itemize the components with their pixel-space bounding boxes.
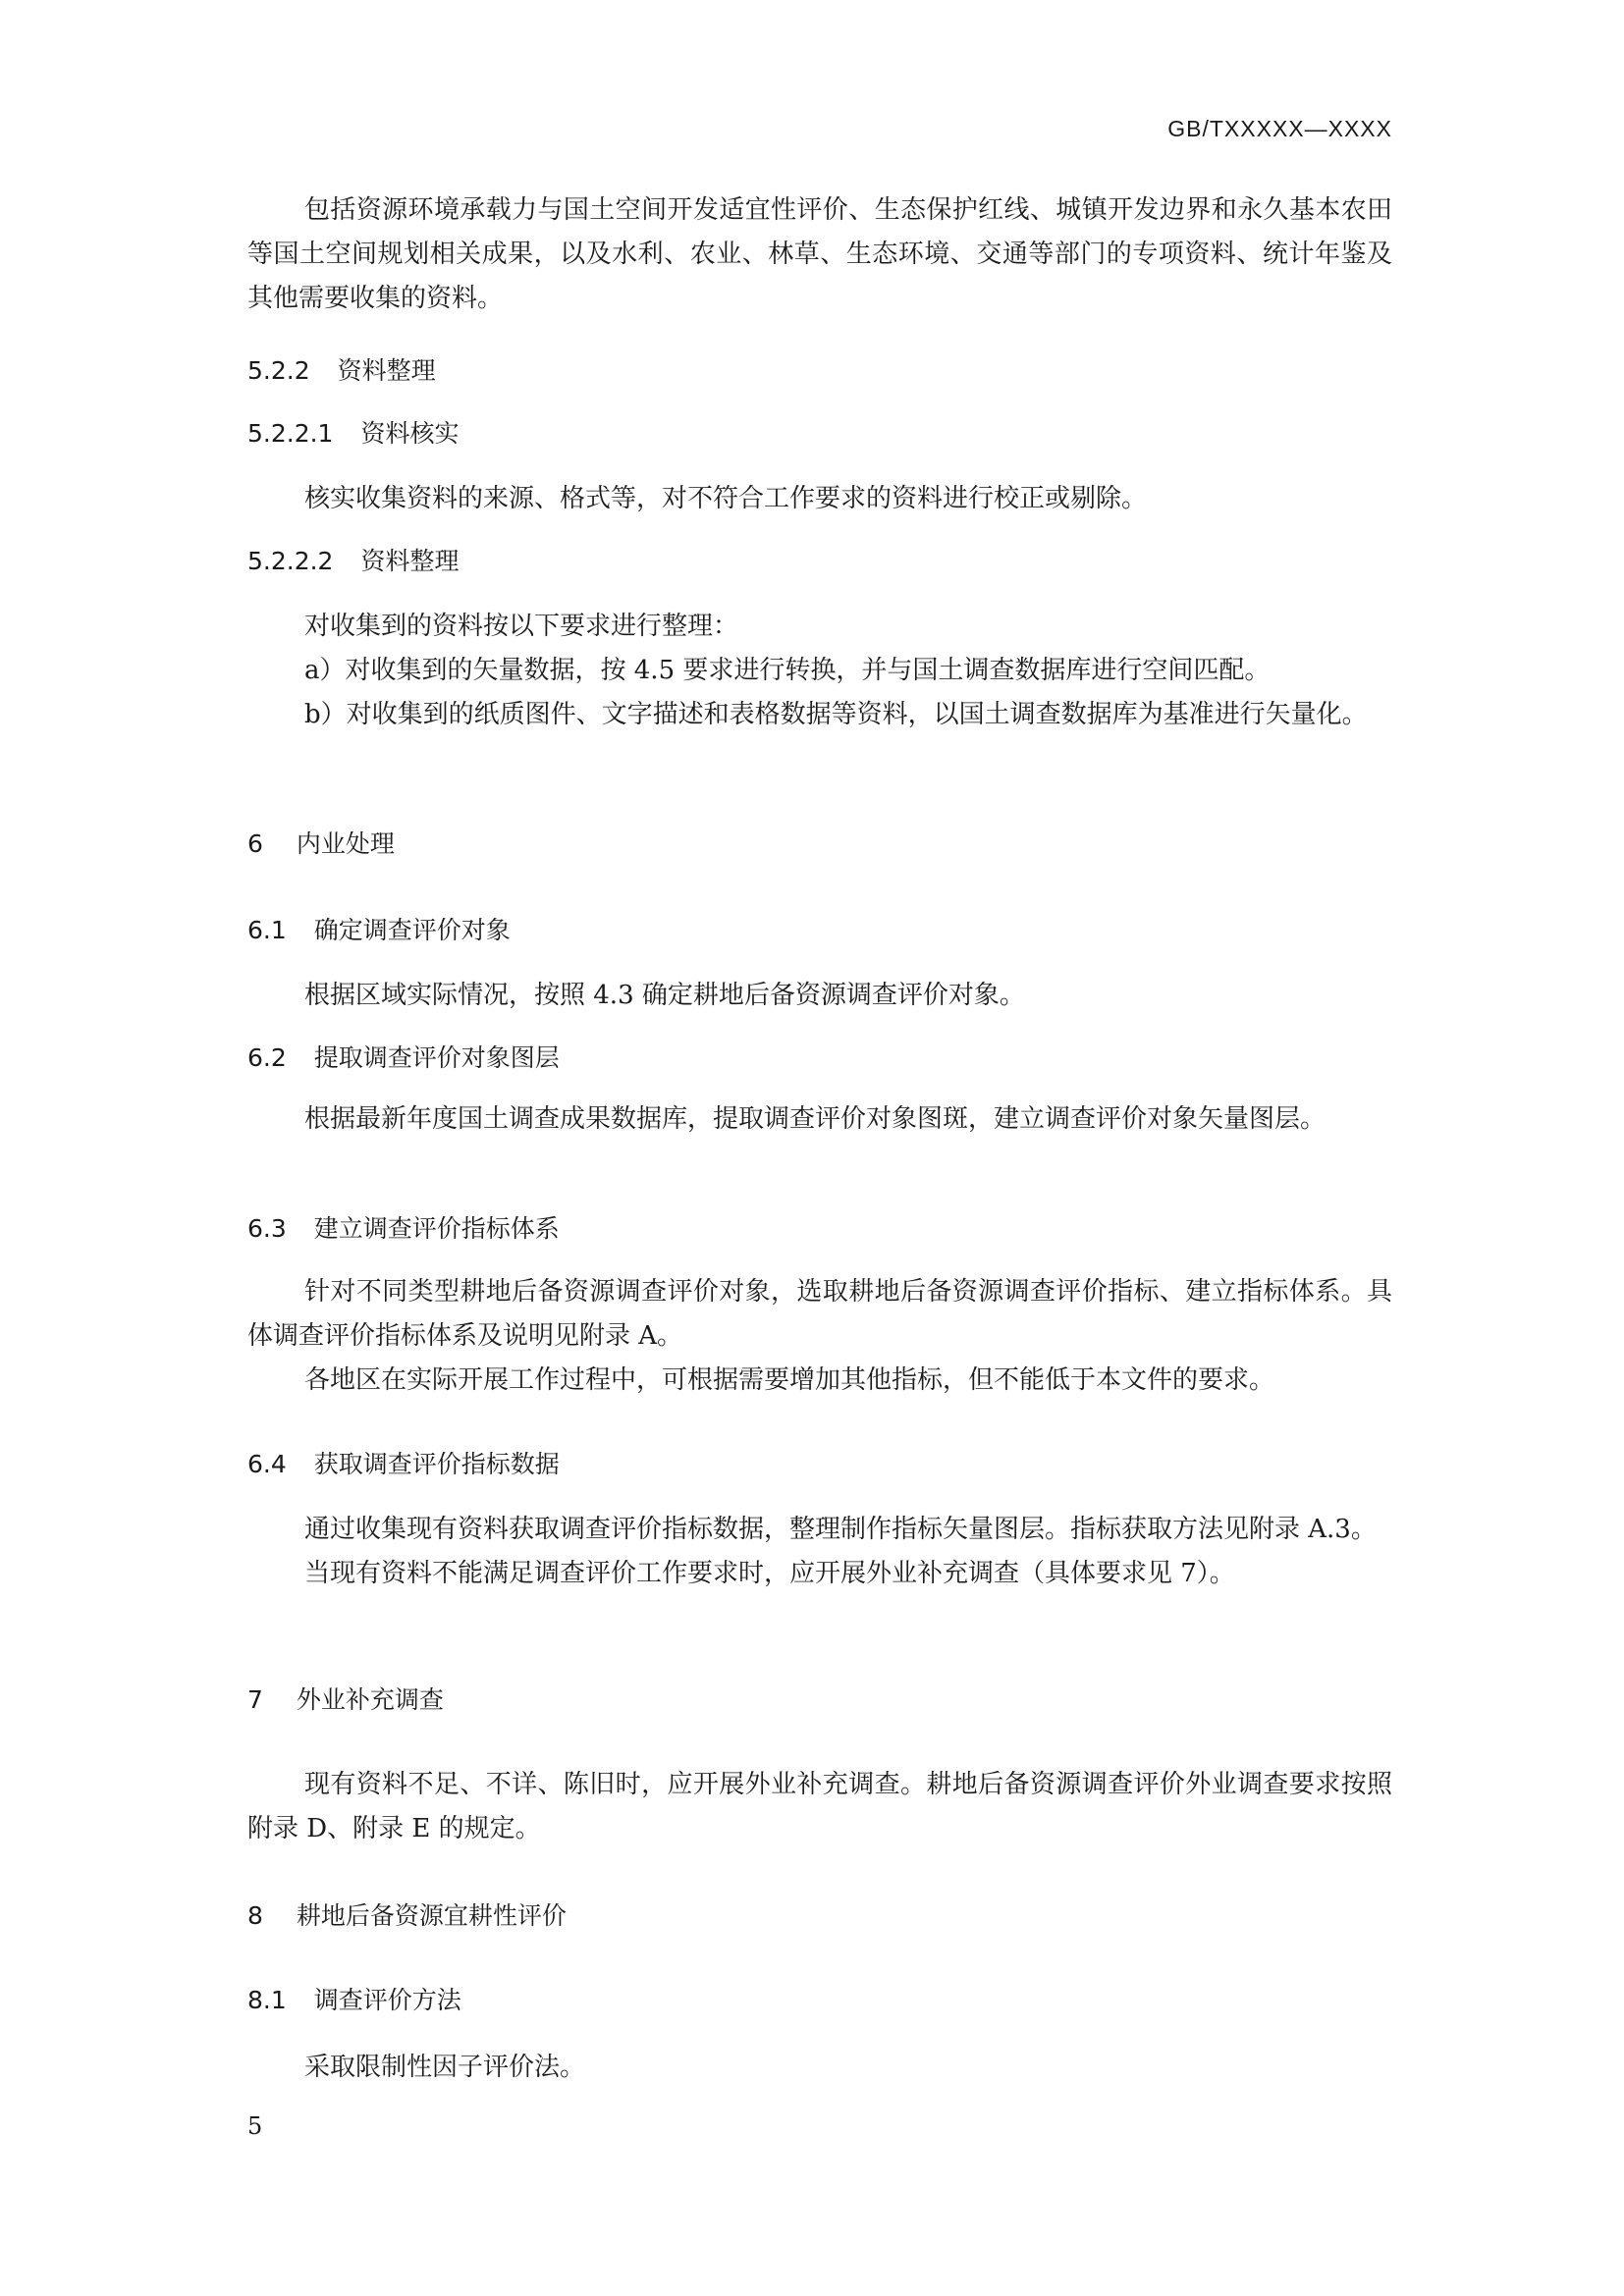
page-number: 5 — [247, 2112, 263, 2140]
section-number: 6.4 — [247, 1450, 287, 1478]
section-6-3-body — [247, 1270, 1392, 1403]
paragraph: 通过收集现有资料获取调查评价指标数据，整理制作指标矢量图层。指标获取方法见附录 A.3。 — [304, 1515, 1377, 1544]
section-5-2-2-2-heading — [247, 542, 1392, 581]
section-6-4-heading — [247, 1445, 1392, 1484]
list-item: b）对收集到的纸质图件、文字描述和表格数据等资料，以国土调查数据库为基准进行矢量化。 — [304, 700, 1368, 729]
section-6-3-heading — [247, 1209, 1392, 1249]
section-6-heading — [247, 825, 1392, 864]
section-title: 资料核实 — [360, 419, 460, 448]
section-6-1-heading — [247, 911, 1392, 950]
section-number: 8.1 — [247, 1986, 287, 2014]
section-number: 8 — [247, 1901, 263, 1930]
list-item: a）对收集到的矢量数据，按 4.5 要求进行转换，并与国土调查数据库进行空间匹配。 — [304, 656, 1271, 685]
section-number: 6 — [247, 829, 263, 858]
document-code-header: GB/TXXXXX—XXXX — [1167, 116, 1392, 141]
paragraph: 对收集到的资料按以下要求进行整理： — [304, 612, 739, 641]
paragraph: 根据最新年度国土调查成果数据库，提取调查评价对象图斑，建立调查评价对象矢量图层。 — [304, 1104, 1326, 1134]
section-6-4-body — [247, 1508, 1392, 1596]
section-5-2-2-2-body — [247, 605, 1392, 737]
section-number: 6.2 — [247, 1043, 287, 1072]
section-8-heading — [247, 1896, 1392, 1936]
paragraph: 采取限制性因子评价法。 — [304, 2053, 586, 2082]
section-6-2-heading — [247, 1039, 1392, 1078]
section-title: 内业处理 — [296, 829, 395, 858]
section-number: 5.2.2.2 — [247, 547, 334, 575]
section-number: 5.2.2.1 — [247, 419, 334, 448]
section-number: 5.2.2 — [247, 356, 310, 385]
section-title: 资料整理 — [337, 356, 436, 385]
section-number: 6.1 — [247, 916, 287, 944]
section-8-1-heading — [247, 1981, 1392, 2020]
intro-paragraph-block — [247, 188, 1392, 321]
section-7-heading — [247, 1681, 1392, 1720]
section-8-1-body — [247, 2046, 1392, 2090]
intro-paragraph: 包括资源环境承载力与国土空间开发适宜性评价、生态保护红线、城镇开发边界和永久基本农田等国土空间规划相关成果，以及水利、农业、林草、生态环境、交通等部门的专项资料、统计年鉴及其他需要收集的资料。 — [247, 195, 1392, 313]
section-title: 资料整理 — [360, 547, 460, 575]
section-title: 调查评价方法 — [313, 1986, 461, 2014]
section-title: 获取调查评价指标数据 — [313, 1450, 560, 1478]
section-title: 确定调查评价对象 — [313, 916, 511, 944]
paragraph: 现有资料不足、不详、陈旧时，应开展外业补充调查。耕地后备资源调查评价外业调查要求按照附录 D、附录 E 的规定。 — [247, 1770, 1392, 1843]
section-6-2-body — [247, 1097, 1392, 1142]
section-5-2-2-1-heading — [247, 414, 1392, 454]
section-5-2-2-1-body — [247, 477, 1392, 521]
section-number: 6.3 — [247, 1214, 287, 1243]
section-7-body — [247, 1763, 1392, 1851]
section-title: 耕地后备资源宜耕性评价 — [296, 1901, 567, 1930]
paragraph: 各地区在实际开展工作过程中，可根据需要增加其他指标，但不能低于本文件的要求。 — [304, 1365, 1275, 1395]
section-title: 提取调查评价对象图层 — [313, 1043, 560, 1072]
paragraph: 核实收集资料的来源、格式等，对不符合工作要求的资料进行校正或剔除。 — [304, 484, 1148, 513]
section-5-2-2-heading — [247, 351, 1392, 391]
section-title: 外业补充调查 — [296, 1685, 444, 1714]
section-6-1-body — [247, 974, 1392, 1018]
section-title: 建立调查评价指标体系 — [313, 1214, 560, 1243]
paragraph: 当现有资料不能满足调查评价工作要求时，应开展外业补充调查（具体要求见 7）。 — [304, 1559, 1235, 1588]
section-number: 7 — [247, 1685, 263, 1714]
paragraph: 针对不同类型耕地后备资源调查评价对象，选取耕地后备资源调查评价指标、建立指标体系。具体调查评价指标体系及说明见附录 A。 — [247, 1277, 1392, 1351]
paragraph: 根据区域实际情况，按照 4.3 确定耕地后备资源调查评价对象。 — [304, 981, 1025, 1010]
